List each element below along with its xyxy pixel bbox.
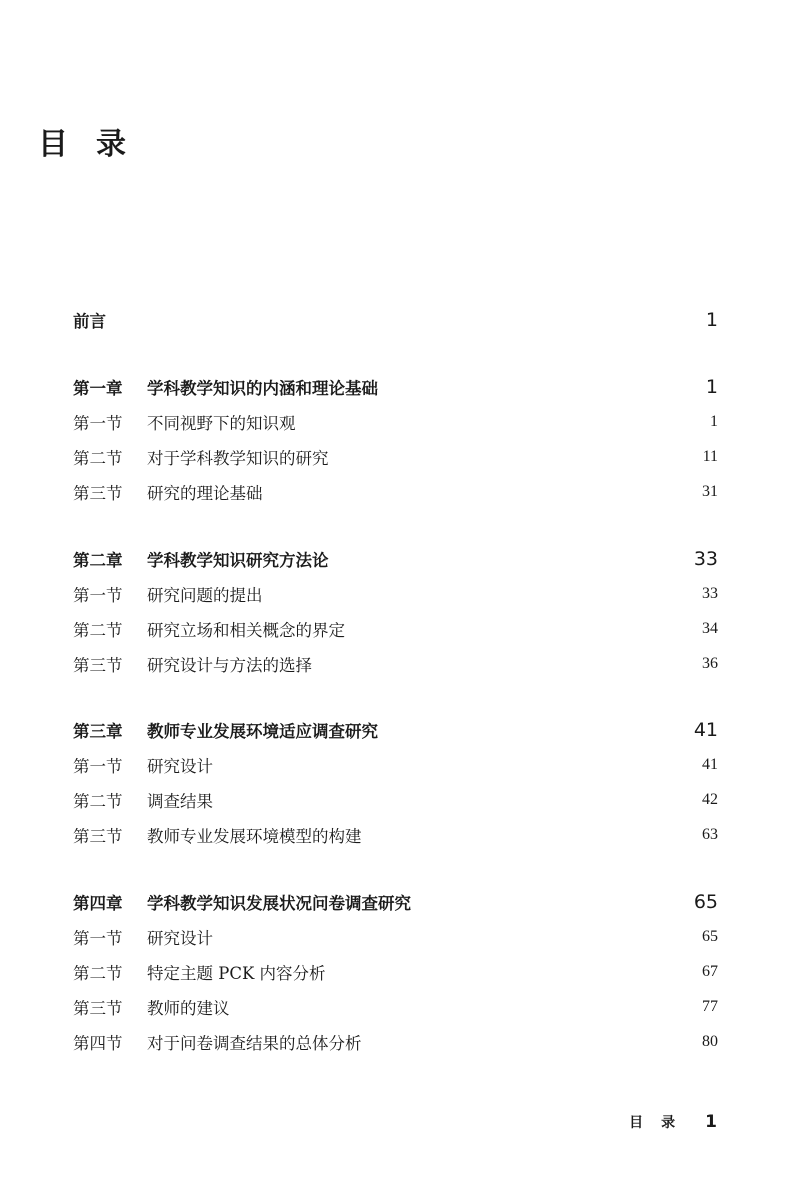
toc-entry-label (73, 1030, 362, 1054)
toc-section-entry[interactable] (73, 611, 718, 646)
toc-entry-page-number: 63 (702, 826, 718, 844)
toc-entry-prefix: 第一章 (73, 379, 123, 399)
toc-entry-page-number: 41 (702, 756, 718, 774)
footer-page-number: 1 (705, 1112, 717, 1132)
toc-entry-page-number: 80 (702, 1032, 718, 1050)
toc-section-entry[interactable] (73, 1024, 718, 1059)
toc-entry-label (73, 445, 329, 469)
toc-entry-page-number: 1 (705, 376, 718, 399)
toc-section-entry[interactable] (73, 475, 718, 510)
toc-gap (73, 853, 718, 885)
toc-preface-entry[interactable] (73, 303, 718, 338)
toc-entry-label (73, 925, 213, 949)
toc-entry-prefix: 第一节 (73, 928, 123, 948)
toc-section-entry[interactable] (73, 440, 718, 475)
toc-entry-prefix: 第二章 (73, 550, 123, 570)
toc-entry-title: 对于学科教学知识的研究 (147, 449, 329, 469)
toc-entry-label (73, 582, 263, 606)
toc-entry-page-number: 67 (702, 962, 718, 980)
toc-entry-title: 教师专业发展环境适应调查研究 (147, 722, 378, 742)
toc-section-entry[interactable] (73, 954, 718, 989)
toc-chapter-entry[interactable] (73, 885, 718, 920)
toc-entry-label (73, 890, 411, 914)
toc-entry-title: 研究设计 (147, 928, 213, 948)
toc-entry-prefix: 第三节 (73, 484, 123, 503)
toc-entry-title: 对于问卷调查结果的总体分析 (147, 1033, 362, 1053)
toc-entry-title: 教师的建议 (147, 998, 230, 1018)
toc-entry-page-number: 65 (702, 927, 718, 945)
toc-entry-title: 教师专业发展环境模型的构建 (147, 827, 362, 847)
toc-entry-title: 研究问题的提出 (147, 585, 263, 605)
toc-entry-title: 研究设计与方法的选择 (147, 655, 312, 675)
toc-entry-page-number: 42 (702, 791, 718, 809)
table-of-contents (73, 303, 718, 1059)
toc-entry-title: 学科教学知识的内涵和理论基础 (147, 379, 378, 399)
toc-section-entry[interactable] (73, 405, 718, 440)
toc-section-entry[interactable] (73, 919, 718, 954)
toc-entry-label (73, 753, 213, 777)
toc-entry-prefix: 第二节 (73, 620, 123, 640)
toc-section-entry[interactable] (73, 818, 718, 853)
toc-chapter-entry[interactable] (73, 713, 718, 748)
toc-entry-label (73, 823, 362, 847)
toc-entry-title: 前言 (73, 312, 106, 332)
toc-entry-prefix: 第四章 (73, 894, 123, 914)
toc-entry-label (73, 788, 213, 812)
toc-chapter-entry[interactable] (73, 370, 718, 405)
toc-entry-page-number: 33 (693, 547, 718, 570)
toc-entry-prefix: 第三章 (73, 722, 123, 742)
toc-entry-label (73, 617, 345, 641)
toc-entry-page-number: 77 (702, 997, 718, 1015)
toc-section-entry[interactable] (73, 576, 718, 611)
toc-entry-title: 调查结果 (147, 792, 213, 812)
toc-entry-title: 不同视野下的知识观 (147, 414, 296, 434)
toc-section-entry[interactable] (73, 989, 718, 1024)
toc-entry-label (73, 652, 312, 676)
toc-entry-prefix: 第二节 (73, 792, 123, 812)
toc-entry-title: 特定主题 PCK 内容分析 (147, 963, 326, 983)
toc-gap (73, 338, 718, 370)
toc-entry-page-number: 31 (702, 483, 718, 500)
toc-section-entry[interactable] (73, 783, 718, 818)
toc-entry-page-number: 34 (702, 619, 718, 637)
toc-gap (73, 509, 718, 541)
toc-entry-prefix: 第四节 (73, 1033, 123, 1053)
page-title: 目录 (38, 127, 154, 162)
toc-entry-prefix: 第一节 (73, 757, 123, 777)
toc-entry-page-number: 1 (705, 309, 718, 332)
toc-chapter-entry[interactable] (73, 541, 718, 576)
toc-section-entry[interactable] (73, 646, 718, 681)
toc-entry-prefix: 第一节 (73, 414, 123, 434)
toc-entry-title: 学科教学知识研究方法论 (147, 550, 329, 570)
toc-entry-page-number: 36 (702, 654, 718, 672)
toc-entry-label (73, 480, 263, 504)
toc-entry-label (73, 308, 106, 332)
toc-gap (73, 681, 718, 713)
toc-entry-label (73, 375, 378, 399)
toc-entry-page-number: 1 (710, 413, 718, 431)
toc-entry-prefix: 第二节 (73, 963, 123, 983)
toc-entry-prefix: 第一节 (73, 585, 123, 605)
toc-entry-title: 研究设计 (147, 757, 213, 777)
toc-entry-title: 学科教学知识发展状况问卷调查研究 (147, 894, 411, 914)
toc-entry-label (73, 960, 326, 984)
toc-entry-page-number: 11 (702, 448, 718, 466)
toc-entry-title: 研究的理论基础 (147, 484, 263, 503)
toc-entry-label (73, 547, 329, 571)
toc-section-entry[interactable] (73, 748, 718, 783)
toc-entry-label (73, 995, 230, 1019)
toc-entry-label (73, 410, 296, 434)
footer-label: 目录 (629, 1115, 694, 1131)
page-footer (629, 1112, 717, 1132)
toc-entry-page-number: 65 (693, 891, 718, 914)
toc-entry-title: 研究立场和相关概念的界定 (147, 620, 345, 640)
toc-entry-page-number: 33 (702, 584, 718, 602)
toc-entry-prefix: 第三节 (73, 998, 123, 1018)
toc-entry-label (73, 718, 378, 742)
toc-entry-prefix: 第三节 (73, 827, 123, 847)
toc-entry-prefix: 第三节 (73, 655, 123, 675)
toc-entry-prefix: 第二节 (73, 449, 123, 469)
toc-entry-page-number: 41 (693, 719, 718, 742)
